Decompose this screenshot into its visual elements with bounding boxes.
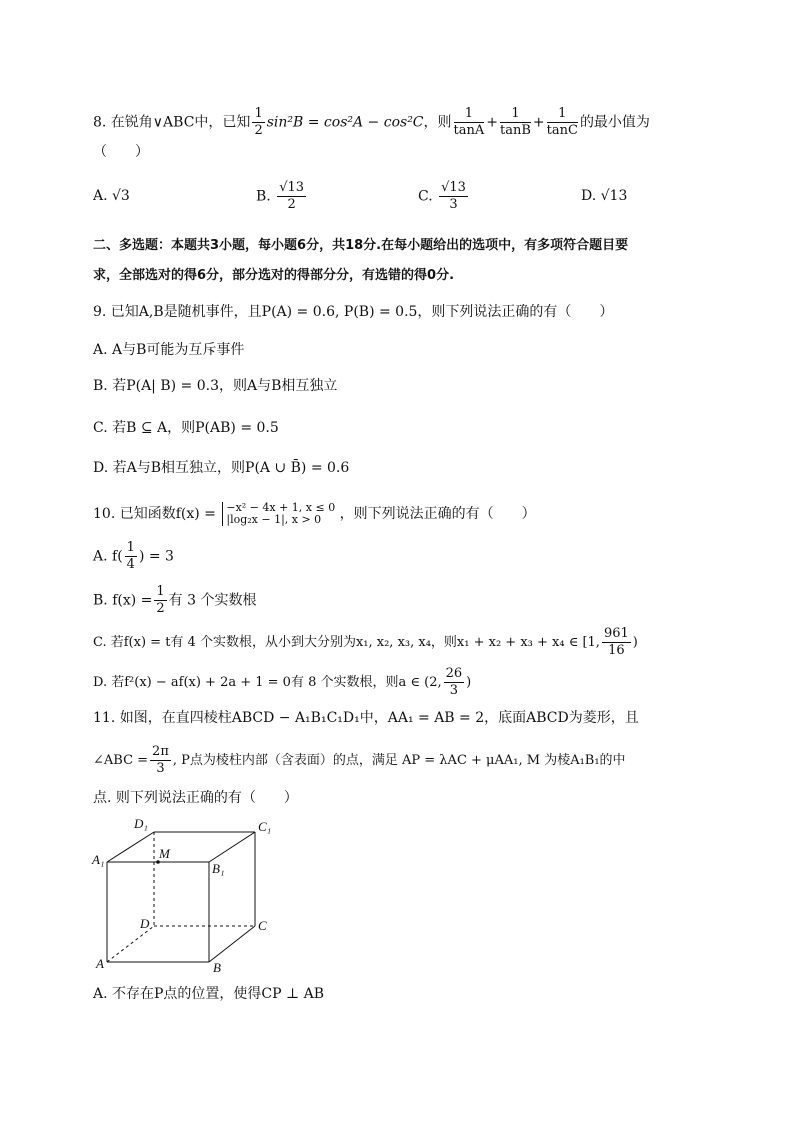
- q8-stem: 8. 在锐角∨ABC中，已知 $\frac{1}{2}$ sin²B = cos²A − cos²C，则 $\frac{1}{\tan A}$ + $\frac{1}{\tan B}$ + $\frac{1}{\tan C}$ 的最小值为: [93, 106, 650, 138]
- q11-line1: 11. 如图，在直四棱柱ABCD − A₁B₁C₁D₁中，AA₁ = AB = 2，底面ABCD为菱形，且: [93, 710, 639, 726]
- q9-option-a: A. A与B可能为互斥事件: [93, 342, 245, 358]
- q9-option-d: D. 若A与B相互独立，则P(A ∪ B̄) = 0.6: [93, 460, 350, 476]
- label-D: D: [140, 916, 150, 931]
- section2-line2: 求，全部选对的得6分，部分选对的得部分分，有选错的得0分.: [93, 268, 455, 283]
- q10-option-d: D. 若f²(x) − af(x) + 2a + 1 = 0有 8 个实数根，则a ∈ (2, $\frac{26}{3}$ ): [93, 666, 472, 698]
- q11-line2: ∠ABC = $\frac{2\pi}{3}$ , P点为棱柱内部（含表面）的点，满足 AP = λAC + μAA₁, M 为棱A₁B₁的中: [93, 744, 626, 776]
- q8-blank: （ ）: [93, 144, 149, 160]
- edge-B1-C1: [209, 832, 255, 862]
- q8-option-b: B. $\frac{√13}{2}$: [256, 180, 305, 212]
- edge-A-D: [107, 926, 154, 962]
- q8-prefix: 8. 在锐角∨ABC中，已知: [93, 114, 251, 131]
- label-A1: A₁: [92, 852, 105, 867]
- label-M: M: [159, 846, 170, 861]
- q8-option-c: C. $\frac{√13}{3}$: [418, 180, 466, 212]
- fraction-tanB: $\frac{1}{\tan B}$: [500, 106, 531, 138]
- label-B: B: [213, 960, 221, 975]
- prism-figure: [90, 812, 290, 977]
- fraction-tanC: $\frac{1}{\tan C}$: [546, 106, 578, 138]
- q10-option-c: C. 若f(x) = t有 4 个实数根，从小到大分别为x₁, x₂, x₃, x₄，则x₁ + x₂ + x₃ + x₄ ∈ [1, $\frac{961}{16}$ ): [93, 626, 638, 658]
- q8-equation: sin²B = cos²A − cos²C: [266, 114, 424, 131]
- q11-line3: 点. 则下列说法正确的有（ ）: [93, 790, 298, 806]
- edge-B-C: [209, 926, 255, 962]
- fraction-half: $\frac{1}{2}$: [254, 106, 263, 138]
- q10-piecewise: −x² − 4x + 1, x ≤ 0 |log₂x − 1|, x > 0: [222, 502, 335, 526]
- label-A: A: [96, 956, 104, 971]
- q9-option-c: C. 若B ⊆ A，则P(AB) = 0.5: [93, 420, 279, 436]
- label-B1: B₁: [212, 861, 225, 876]
- q8-option-d: D. √13: [581, 188, 628, 204]
- edge-A1-D1: [107, 832, 154, 862]
- label-C: C: [258, 918, 267, 933]
- label-D1: D₁: [134, 816, 148, 831]
- fraction-tanA: $\frac{1}{\tan A}$: [453, 106, 485, 138]
- q10-stem: 10. 已知函数f(x) = −x² − 4x + 1, x ≤ 0 |log₂x − 1|, x > 0 ，则下列说法正确的有（ ）: [93, 501, 536, 526]
- q10-option-b: B. f(x) = $\frac{1}{2}$ 有 3 个实数根: [93, 584, 257, 616]
- q10-option-a: A. f( $\frac{1}{4}$ ) = 3: [93, 540, 174, 572]
- label-C1: C₁: [258, 819, 272, 834]
- q8-option-a: A. √3: [93, 188, 130, 204]
- q9-option-b: B. 若P(A| B) = 0.3，则A与B相互独立: [93, 378, 338, 394]
- section2-line1: 二、多选题：本题共3小题，每小题6分，共18分.在每小题给出的选项中，有多项符合题目要: [93, 238, 629, 253]
- q9-stem: 9. 已知A,B是随机事件，且P(A) = 0.6, P(B) = 0.5，则下列说法正确的有（ ）: [93, 304, 614, 320]
- q11-option-a: A. 不存在P点的位置，使得CP ⊥ AB: [93, 986, 325, 1002]
